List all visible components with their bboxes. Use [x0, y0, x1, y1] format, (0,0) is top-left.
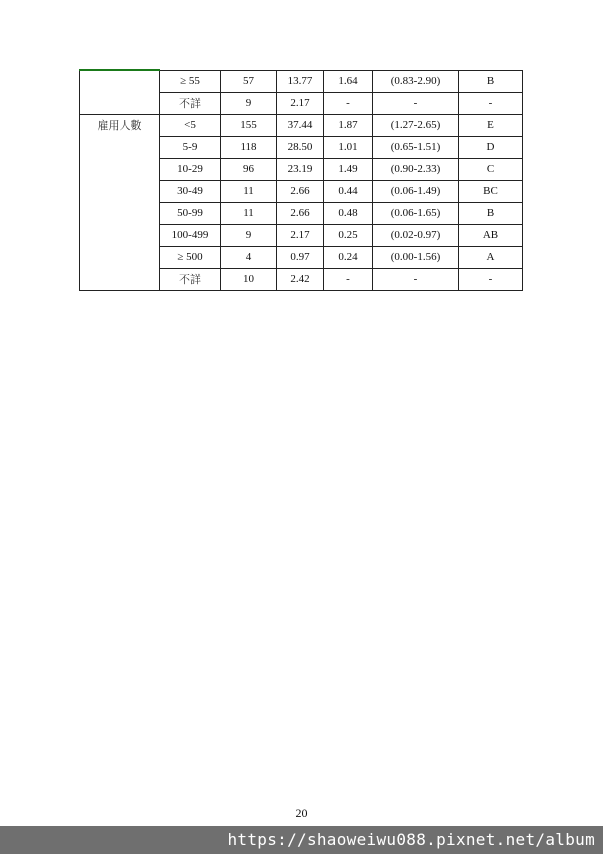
group-letter-cell: C — [459, 158, 523, 180]
odds-ratio-cell: 0.24 — [324, 246, 373, 268]
category-cell: ≥ 55 — [160, 70, 221, 92]
odds-ratio-cell: - — [324, 92, 373, 114]
count-cell: 96 — [221, 158, 277, 180]
percent-cell: 2.17 — [277, 224, 324, 246]
ci-cell: (0.65-1.51) — [373, 136, 459, 158]
group-letter-cell: B — [459, 70, 523, 92]
count-cell: 57 — [221, 70, 277, 92]
table-row — [80, 114, 523, 136]
count-cell: 118 — [221, 136, 277, 158]
watermark-url[interactable]: https://shaoweiwu088.pixnet.net/album — [227, 830, 595, 849]
percent-cell: 0.97 — [277, 246, 324, 268]
count-cell: 9 — [221, 224, 277, 246]
ci-cell: - — [373, 268, 459, 290]
group-letter-cell: - — [459, 92, 523, 114]
percent-cell: 2.66 — [277, 180, 324, 202]
statistics-table — [79, 69, 523, 291]
category-cell: 5-9 — [160, 136, 221, 158]
count-cell: 11 — [221, 180, 277, 202]
count-cell: 4 — [221, 246, 277, 268]
count-cell: 11 — [221, 202, 277, 224]
ci-cell: (1.27-2.65) — [373, 114, 459, 136]
percent-cell: 23.19 — [277, 158, 324, 180]
category-cell: 不詳 — [160, 268, 221, 290]
group-letter-cell: E — [459, 114, 523, 136]
category-cell: 10-29 — [160, 158, 221, 180]
group-letter-cell: D — [459, 136, 523, 158]
odds-ratio-cell: 0.25 — [324, 224, 373, 246]
group-label-employees: 雇用人數 — [80, 114, 160, 290]
odds-ratio-cell: 1.01 — [324, 136, 373, 158]
group-letter-cell: AB — [459, 224, 523, 246]
ci-cell: (0.06-1.49) — [373, 180, 459, 202]
group-letter-cell: - — [459, 268, 523, 290]
odds-ratio-cell: 0.48 — [324, 202, 373, 224]
category-cell: ≥ 500 — [160, 246, 221, 268]
odds-ratio-cell: 1.87 — [324, 114, 373, 136]
count-cell: 10 — [221, 268, 277, 290]
page-number: 20 — [295, 806, 308, 820]
odds-ratio-cell: 1.64 — [324, 70, 373, 92]
ci-cell: (0.90-2.33) — [373, 158, 459, 180]
percent-cell: 2.42 — [277, 268, 324, 290]
table-row — [80, 70, 523, 92]
odds-ratio-cell: 1.49 — [324, 158, 373, 180]
group-letter-cell: B — [459, 202, 523, 224]
percent-cell: 37.44 — [277, 114, 324, 136]
odds-ratio-cell: 0.44 — [324, 180, 373, 202]
percent-cell: 2.66 — [277, 202, 324, 224]
category-cell: 30-49 — [160, 180, 221, 202]
ci-cell: (0.06-1.65) — [373, 202, 459, 224]
group-letter-cell: A — [459, 246, 523, 268]
odds-ratio-cell: - — [324, 268, 373, 290]
count-cell: 155 — [221, 114, 277, 136]
count-cell: 9 — [221, 92, 277, 114]
ci-cell: - — [373, 92, 459, 114]
ci-cell: (0.83-2.90) — [373, 70, 459, 92]
group-letter-cell: BC — [459, 180, 523, 202]
percent-cell: 2.17 — [277, 92, 324, 114]
blank-group-cell — [80, 70, 160, 114]
category-cell: 不詳 — [160, 92, 221, 114]
ci-cell: (0.00-1.56) — [373, 246, 459, 268]
category-cell: <5 — [160, 114, 221, 136]
ci-cell: (0.02-0.97) — [373, 224, 459, 246]
category-cell: 100-499 — [160, 224, 221, 246]
watermark-bar — [0, 826, 603, 854]
percent-cell: 28.50 — [277, 136, 324, 158]
percent-cell: 13.77 — [277, 70, 324, 92]
category-cell: 50-99 — [160, 202, 221, 224]
